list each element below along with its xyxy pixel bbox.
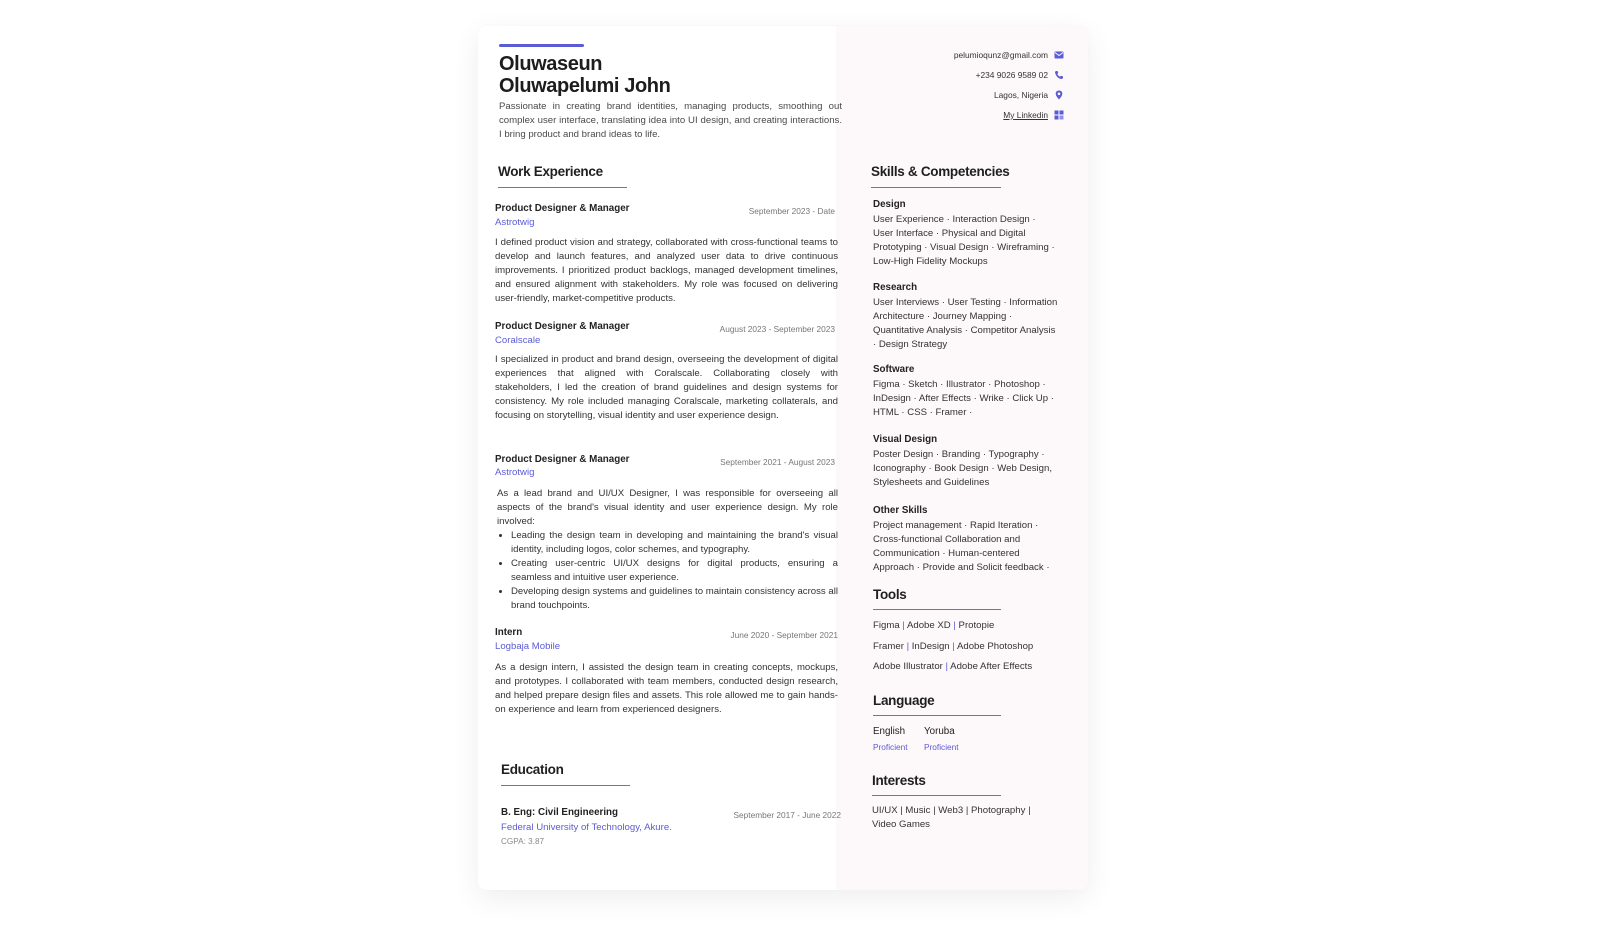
interests-underline — [872, 795, 1001, 796]
skills-underline — [871, 187, 1001, 188]
job-3-description: As a lead brand and UI/UX Designer, I was responsible for overseeing all aspects of the brand's visual identity and user experience design. My role involved: • Leading the design team in developing and maintaining the brand's visual identity, including logos, color schemes, and typography. • Creating user-centric UI/UX designs for digital products, ensuring a seamless and intuitive user experience. • Developing design systems and guidelines to maintain consistency across all brand touchpoints. — [497, 487, 838, 613]
skills-group-design-title: Design — [873, 199, 906, 210]
list-item: • Developing design systems and guidelines to maintain consistency across all brand touchpoints. — [511, 585, 838, 613]
language-underline — [873, 715, 1001, 716]
job-2-date: August 2023 - September 2023 — [719, 324, 835, 334]
language-yoruba: Yoruba — [924, 726, 955, 737]
location-pin-icon — [1054, 90, 1064, 100]
full-name: Oluwaseun Oluwapelumi John — [499, 53, 671, 97]
skills-group-design-items: User Experience · Interaction Design · User Interface · Physical and Digital Prototyping · Visual Design · Wireframing · Low-High Fidelity Mockups — [873, 214, 1055, 267]
skills-group-software-title: Software — [873, 364, 915, 375]
language-english-level: Proficient — [873, 742, 908, 752]
tool-item: Adobe Illustrator — [873, 661, 943, 672]
mail-icon — [1054, 50, 1064, 60]
tool-item: Protopie — [958, 620, 995, 631]
profile-summary: Passionate in creating brand identities, managing products, smoothing out complex user interface, translating idea into UI design, and creating interactions. I bring product and brand ideas to life. — [499, 101, 842, 140]
job-3-role: Product Designer & Manager — [495, 454, 630, 465]
contact-email: pelumioqunz@gmail.com — [954, 50, 1064, 60]
contact-location: Lagos, Nigeria — [994, 90, 1064, 100]
education-underline — [501, 785, 630, 786]
education-gpa: CGPA: 3.87 — [501, 837, 545, 846]
job-4-company: Logbaja Mobile — [495, 641, 561, 652]
header-accent-line — [499, 44, 584, 47]
job-3-bullet-list — [497, 529, 838, 613]
tool-item: Figma — [873, 620, 900, 631]
list-item: • Leading the design team in developing and maintaining the brand's visual identity, including logos, color schemes, and typography. — [511, 529, 838, 557]
tool-separator: | — [906, 641, 912, 652]
skills-title: Skills & Competencies — [871, 164, 1010, 179]
contact-phone: +234 9026 9589 02 — [976, 70, 1064, 80]
skills-group-research-items: User Interviews · User Testing · Information Architecture · Journey Mapping · Quantitative Analysis · Competitor Analysis · Design Strategy — [873, 297, 1058, 350]
language-yoruba-level: Proficient — [924, 742, 959, 752]
job-4-role: Intern — [495, 627, 523, 638]
interests-list: UI/UX | Music | Web3 | Photography | Video Games — [872, 805, 1031, 830]
job-4-date: June 2020 - September 2021 — [730, 630, 838, 640]
tools-underline — [873, 609, 1001, 610]
tool-separator: | — [952, 641, 957, 652]
education-school: Federal University of Technology, Akure. — [501, 822, 672, 833]
job-2-description: I specialized in product and brand design, overseeing the development of digital experiences that aligned with Coralscale. Collaborating closely with stakeholders, I led the creation of brand guidelines and design systems for consistency. My role included managing Coralscale, marketing collaterals, and focusing on storytelling, visual identity and user experience design. — [495, 354, 838, 421]
tool-separator: | — [953, 620, 959, 631]
skills-group-other-title: Other Skills — [873, 505, 928, 516]
language-title: Language — [873, 693, 935, 708]
job-2-company: Coralscale — [495, 335, 541, 346]
skills-group-research-title: Research — [873, 282, 918, 293]
interests-title: Interests — [872, 773, 926, 788]
skills-group-visual-design-items: Poster Design · Branding · Typography · Iconography · Book Design · Web Design, Stylesheets and Guidelines — [873, 449, 1052, 488]
resume-page — [478, 26, 1088, 890]
skills-group-visual-design-title: Visual Design — [873, 434, 938, 445]
linkedin-link[interactable]: My Linkedin — [1003, 110, 1048, 120]
job-1-description: I defined product vision and strategy, collaborated with cross-functional teams to develop and launch features, and analyzed user data to drive continuous improvements. I prioritized product backlogs, managed development timelines, and ensured alignment with stakeholders. My role was focused on delivering user-friendly, market-competitive products. — [495, 237, 838, 304]
tool-item: Adobe Photoshop — [956, 641, 1034, 652]
tools-line-3 — [873, 661, 1032, 672]
job-1-role: Product Designer & Manager — [495, 203, 630, 214]
language-english: English — [873, 726, 906, 737]
work-experience-underline — [498, 187, 627, 188]
job-1-date: September 2023 - Date — [748, 206, 835, 216]
tool-separator: | — [945, 661, 951, 672]
tool-separator: | — [902, 620, 907, 631]
job-3-date: September 2021 - August 2023 — [720, 457, 835, 467]
tool-item: InDesign — [911, 641, 950, 652]
phone-icon — [1054, 70, 1064, 80]
tools-line-1 — [873, 620, 994, 631]
tool-item: Framer — [873, 641, 904, 652]
education-date: September 2017 - June 2022 — [733, 810, 841, 820]
tool-item: Adobe XD — [906, 620, 951, 631]
job-3-company: Astrotwig — [495, 467, 535, 478]
tools-line-2 — [873, 641, 1033, 652]
job-4-description: As a design intern, I assisted the design team in creating concepts, mockups, and prototypes. I collaborated with team members, conducted design research, and helped prepare design files and assets. This role allowed me to gain hands-on experience and learn from experienced designers. — [495, 662, 838, 715]
skills-group-other-items: Project management · Rapid Iteration · Cross-functional Collaboration and Communication · Human-centered Approach · Provide and Solicit feedback · — [873, 520, 1050, 573]
skills-group-software-items: Figma · Sketch · Illustrator · Photoshop · InDesign · After Effects · Wrike · Click Up · HTML · CSS · Framer · — [873, 379, 1054, 418]
tools-title: Tools — [873, 587, 907, 602]
education-title: Education — [501, 762, 564, 777]
list-item: • Creating user-centric UI/UX designs for digital products, ensuring a seamless and intuitive user experience. — [511, 557, 838, 585]
job-1-company: Astrotwig — [495, 217, 535, 228]
tool-item: Adobe After Effects — [950, 661, 1033, 672]
work-experience-title: Work Experience — [498, 164, 603, 179]
linkedin-grid-icon — [1054, 110, 1064, 120]
education-degree: B. Eng: Civil Engineering — [501, 807, 619, 818]
job-2-role: Product Designer & Manager — [495, 321, 630, 332]
contact-linkedin[interactable] — [1003, 110, 1064, 120]
